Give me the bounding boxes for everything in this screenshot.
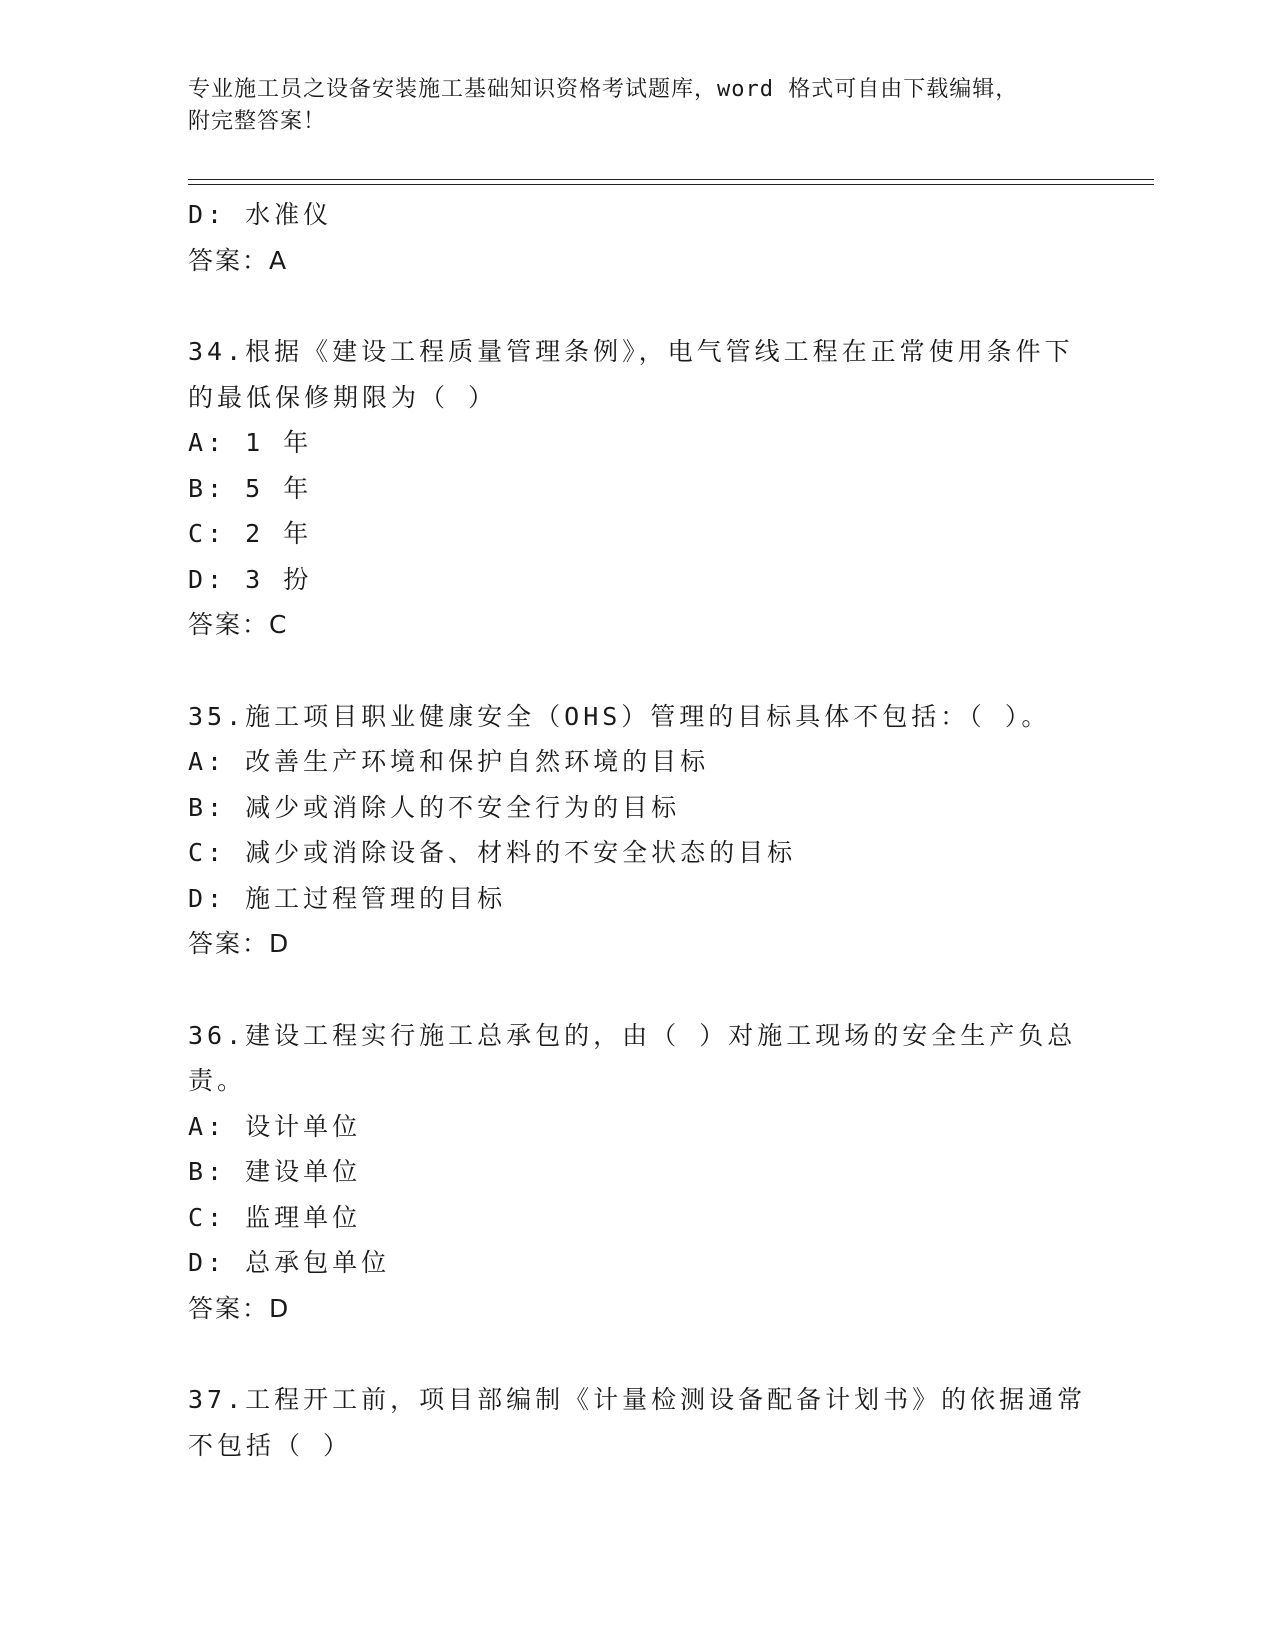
question-text: 34.根据《建设工程质量管理条例》，电气管线工程在正常使用条件下 [188,337,1074,366]
option-c: C: 2 年 [188,519,313,548]
question-37 [188,1377,1088,1468]
previous-question-tail [188,192,1088,283]
question-36 [188,1013,1088,1332]
answer: 答案：D [188,1293,291,1323]
option-d: D: 施工过程管理的目标 [188,883,507,913]
option-c: C: 减少或消除设备、材料的不安全状态的目标 [188,838,797,867]
option-a: A: 改善生产环境和保护自然环境的目标 [188,747,710,776]
answer: 答案：A [188,245,289,275]
answer: 答案：D [188,929,291,958]
option-d: D: 3 扮 [188,564,313,594]
document-header [188,74,1088,138]
option-b: B: 5 年 [188,473,313,503]
question-text: 36.建设工程实行施工总承包的，由（ ）对施工现场的安全生产负总 [188,1020,1077,1050]
answer: 答案：C [188,610,289,639]
question-text: 37.工程开工前，项目部编制《计量检测设备配备计划书》的依据通常 [188,1385,1087,1414]
question-35 [188,694,1088,967]
option-a: A: 设计单位 [188,1111,362,1141]
question-text-continued: 不包括（ ） [188,1430,353,1460]
question-34 [188,329,1088,648]
question-text: 35.施工项目职业健康安全（OHS）管理的目标具体不包括：（ ）。 [188,701,1051,731]
header-divider-bottom [188,184,1154,185]
question-text-continued: 的最低保修期限为（ ） [188,382,498,412]
option-b: B: 建设单位 [188,1157,362,1186]
document-body [188,192,1088,1468]
option-d: D: 水准仪 [188,200,333,229]
option-a: A: 1 年 [188,428,313,457]
option-b: B: 减少或消除人的不安全行为的目标 [188,792,681,822]
header-line-1: 专业施工员之设备安装施工基础知识资格考试题库，word 格式可自由下载编辑， [188,77,1019,102]
option-c: C: 监理单位 [188,1202,362,1232]
header-divider-top [188,179,1154,180]
option-d: D: 总承包单位 [188,1248,391,1277]
question-text-continued: 责。 [188,1066,247,1095]
header-line-2: 附完整答案！ [188,109,327,134]
